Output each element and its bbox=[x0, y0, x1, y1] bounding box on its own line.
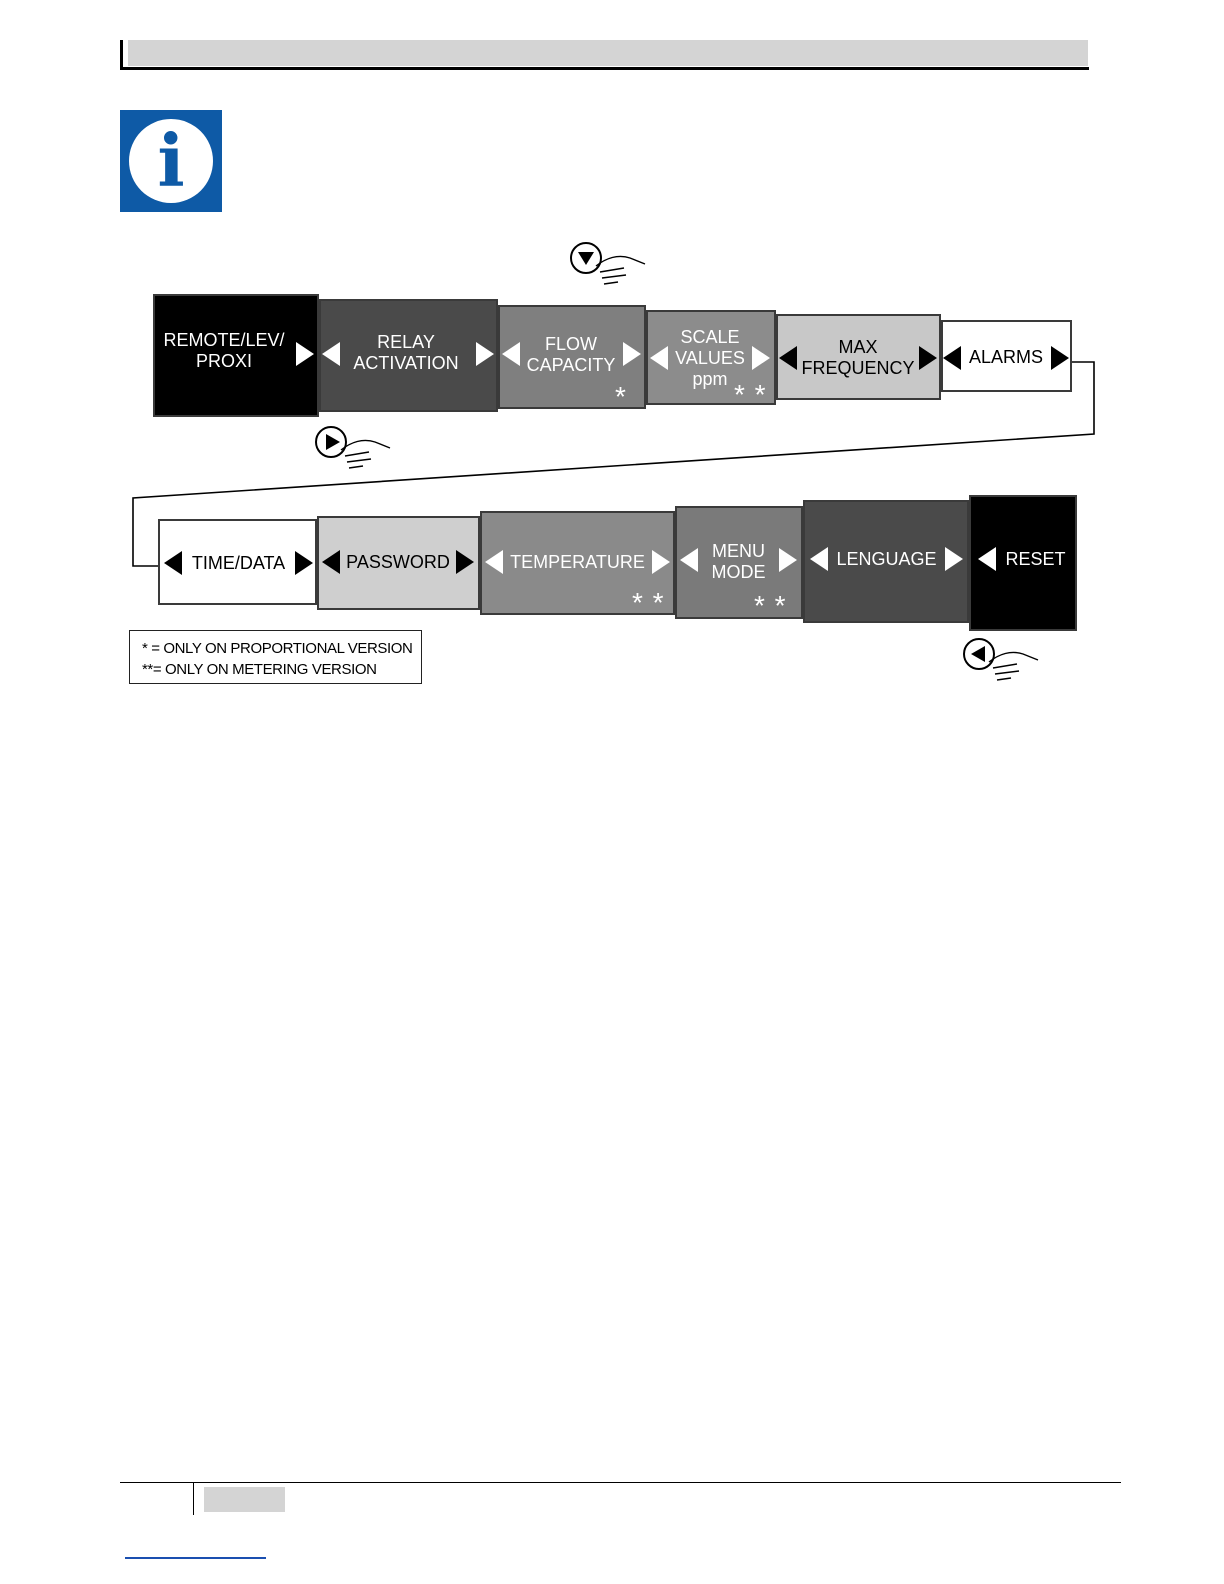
legend-line-proportional: * = ONLY ON PROPORTIONAL VERSION bbox=[142, 640, 413, 657]
header-underline bbox=[120, 67, 1089, 70]
label-relay-activation: RELAY ACTIVATION bbox=[353, 332, 459, 373]
label-password: PASSWORD bbox=[346, 552, 450, 572]
note-double-asterisk: * * bbox=[754, 590, 787, 621]
note-double-asterisk: * * bbox=[734, 379, 767, 410]
left-button-icon bbox=[964, 639, 1038, 680]
label-max-frequency: MAX FREQUENCY bbox=[801, 337, 915, 378]
footer-page-box bbox=[204, 1487, 285, 1512]
header-vertical-rule bbox=[120, 40, 123, 70]
label-scale-values: SCALE VALUES ppm bbox=[675, 327, 745, 389]
footer-rule bbox=[120, 1482, 1121, 1483]
note-double-asterisk: * * bbox=[632, 587, 665, 618]
label-time-data: TIME/DATA bbox=[191, 553, 286, 573]
information-icon-glyph: i bbox=[157, 118, 185, 203]
information-icon bbox=[120, 110, 222, 212]
legend-line-metering: **= ONLY ON METERING VERSION bbox=[142, 661, 377, 678]
down-button-icon bbox=[571, 243, 645, 284]
label-flow-capacity: FLOW CAPACITY bbox=[526, 334, 616, 375]
footer-link-underline bbox=[125, 1557, 266, 1559]
label-alarms: ALARMS bbox=[968, 347, 1044, 367]
label-menu-mode: MENU MODE bbox=[711, 541, 766, 582]
label-reset: RESET bbox=[1005, 549, 1066, 569]
label-temperature: TEMPERATURE bbox=[510, 552, 645, 572]
header-bar bbox=[128, 40, 1088, 66]
right-button-icon bbox=[316, 427, 390, 468]
legend-box bbox=[129, 630, 422, 684]
footer-vertical-rule bbox=[193, 1482, 194, 1515]
label-remote-lev-proxi: REMOTE/LEV/ PROXI bbox=[163, 330, 285, 371]
label-lenguage: LENGUAGE bbox=[836, 549, 937, 569]
note-single-asterisk: * bbox=[615, 381, 627, 412]
